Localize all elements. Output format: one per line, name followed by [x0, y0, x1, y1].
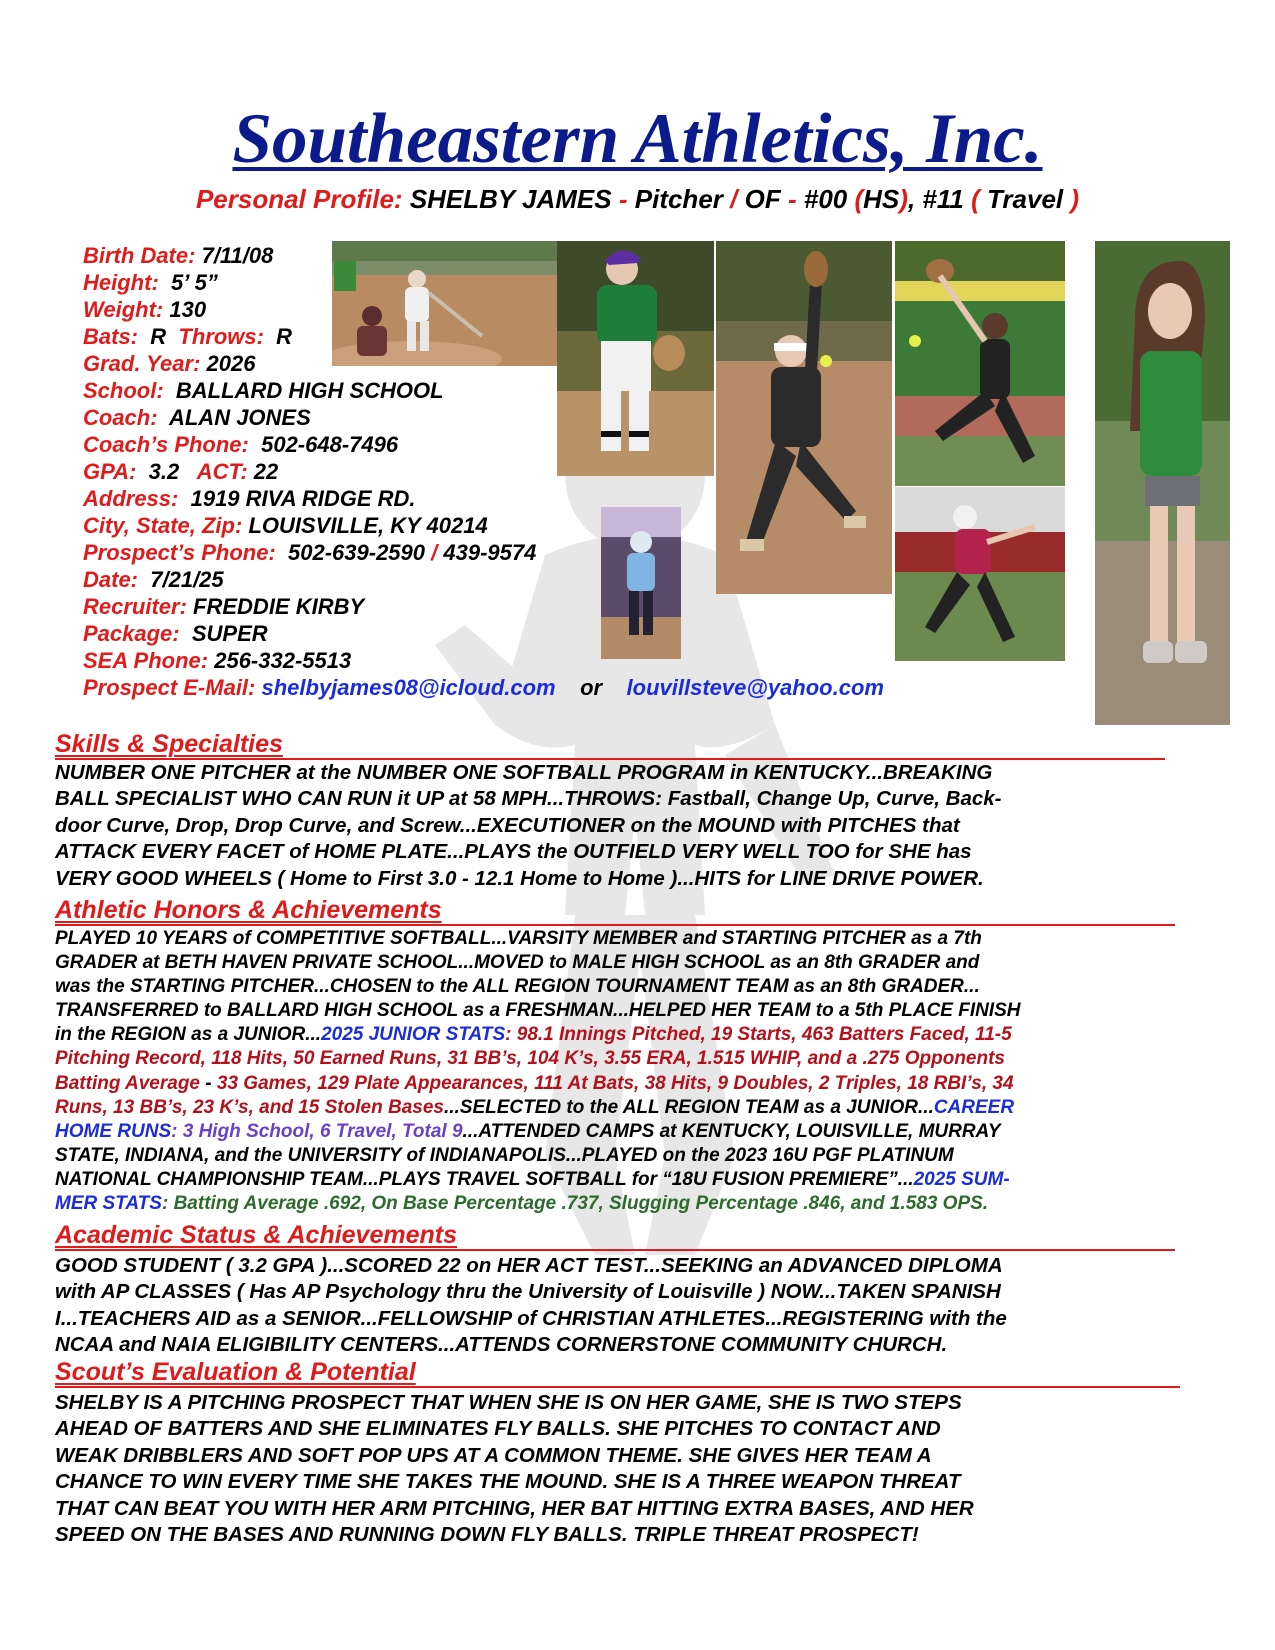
- athletic-text: PLAYED 10 YEARS of COMPETITIVE SOFTBALL...VARSITY MEMBER and STARTING PITCHER as a 7th GRADER at BETH HAVEN PRIVATE SCHOOL...MOVED to MALE HIGH SCHOOL as an 8th GRADER and was the STARTING PITCHER...CHOSEN to the ALL REGION TOURNAMENT TEAM as an 8th GRADER... TRANSFERRED to BALLARD HIGH SCHOOL as a FRESHMAN...HELPED HER TEAM to a 5th PLACE FINISH in the REGION as a JUNIOR...2025 JUNIOR STATS: 98.1 Innings Pitched, 19 Starts, 463 Batters Faced, 11-5 Pitching Record, 118 Hits, 50 Earned Runs, 31 BB’s, 104 K’s, 3.55 ERA, 1.515 WHIP, and a .275 Opponents Batting Average - 33 Games, 129 Plate Appearances, 111 At Bats, 38 Hits, 9 Doubles, 2 Triples, 18 RBI’s, 34 Runs, 13 BB’s, 23 K’s, and 15 Stolen Bases...SELECTED to the ALL REGION TEAM as a JUNIOR...CAREER HOME RUNS: 3 High School, 6 Travel, Total 9...ATTENDED CAMPS at KENTUCKY, LOUISVILLE, MURRAY STATE, INDIANA, and the UNIVERSITY of INDIANAPOLIS...PLAYED on the 2023 16U PGF PLATINUM NATIONAL CHAMPIONSHIP TEAM...PLAYS TRAVEL SOFTBALL for “18U FUSION PREMIERE”...2025 SUM- MER STATS: Batting Average .692, On Base Percentage .737, Slugging Percentage .846, and 1.583 OPS.: [55, 928, 1021, 1215]
- summer-stats-label: MER STATS: [55, 1193, 162, 1215]
- position-secondary: OF: [744, 184, 781, 214]
- company-title: Southeastern Athletics, Inc.: [232, 100, 1043, 178]
- birth-date-row: Birth Date: 7/11/08: [83, 243, 274, 268]
- prospect-phone-row: Prospect’s Phone: 502-639-2590 / 439-9574: [83, 540, 537, 565]
- subtitle-slash: /: [730, 184, 738, 214]
- coach-phone-row: Coach’s Phone: 502-648-7496: [83, 432, 399, 457]
- catcher-photo: [601, 507, 681, 659]
- gpa-act-row: GPA: 3.2 ACT: 22: [83, 459, 279, 484]
- hs-number: #00: [803, 184, 848, 214]
- subtitle-dash-2: -: [787, 184, 797, 214]
- height-row: Height: 5’ 5”: [83, 270, 218, 295]
- pitcher-stride-photo: [895, 241, 1065, 486]
- batting-photo: [332, 241, 557, 366]
- athlete-name: SHELBY JAMES: [409, 184, 612, 214]
- paren-close-2: ): [1070, 184, 1080, 214]
- scout-text: SHELBY IS A PITCHING PROSPECT THAT WHEN SHE IS ON HER GAME, SHE IS TWO STEPS AHEAD OF BATTERS AND SHE ELIMINATES FLY BALLS. SHE PITCHES TO CONTACT AND WEAK DRIBBLERS AND SOFT POP UPS AT A COMMON THEME. SHE GIVES HER TEAM A CHANCE TO WIN EVERY TIME SHE TAKES THE MOUND. SHE IS A THREE WEAPON THREAT THAT CAN BEAT YOU WITH HER ARM PITCHING, HER BAT HITTING EXTRA BASES, AND HER SPEED ON THE BASES AND RUNNING DOWN FLY BALLS. TRIPLE THREAT PROSPECT!: [55, 1391, 974, 1547]
- athletic-heading: Athletic Honors & Achievements: [55, 896, 442, 924]
- subtitle-dash: -: [618, 184, 628, 214]
- grad-year-row: Grad. Year: 2026: [83, 351, 256, 376]
- package-row: Package: SUPER: [83, 621, 268, 646]
- address-row: Address: 1919 RIVA RIDGE RD.: [83, 486, 416, 511]
- date-row: Date: 7/21/25: [83, 567, 224, 592]
- academic-heading: Academic Status & Achievements: [55, 1221, 458, 1249]
- scout-divider: [55, 1386, 1180, 1388]
- coach-row: Coach: ALAN JONES: [83, 405, 311, 430]
- paren-close: ): [899, 184, 908, 214]
- pitcher-black-uniform-photo: [716, 241, 892, 594]
- skills-heading: Skills & Specialties: [55, 730, 283, 758]
- junior-stats-label: 2025 JUNIOR STATS: [321, 1024, 506, 1046]
- pitcher-green-uniform-photo: [557, 241, 714, 476]
- skills-text: NUMBER ONE PITCHER at the NUMBER ONE SOFTBALL PROGRAM in KENTUCKY...BREAKING BALL SPECIALIST WHO CAN RUN it UP at 58 MPH...THROWS: Fastball, Change Up, Curve, Back- door Curve, Drop, Drop Curve, and Screw...EXECUTIONER on the MOUND with PITCHES that ATTACK EVERY FACET of HOME PLATE...PLAYS the OUTFIELD VERY WELL TOO for SHE has VERY GOOD WHEELS ( Home to First 3.0 - 12.1 Home to Home )...HITS for LINE DRIVE POWER.: [55, 761, 1002, 890]
- weight-row: Weight: 130: [83, 297, 207, 322]
- portrait-photo: [1095, 241, 1230, 725]
- school-row: School: BALLARD HIGH SCHOOL: [83, 378, 444, 403]
- email-primary-link[interactable]: shelbyjames08@icloud.com: [261, 675, 556, 700]
- paren-open-2: (: [971, 184, 980, 214]
- position-primary: Pitcher: [634, 184, 723, 214]
- email-row: Prospect E-Mail: shelbyjames08@icloud.com or louvillsteve@yahoo.com: [83, 675, 884, 700]
- career-hr-label: HOME RUNS: [55, 1120, 172, 1142]
- travel-number: , #11: [907, 184, 964, 214]
- scout-heading: Scout’s Evaluation & Potential: [55, 1358, 416, 1386]
- hs-label: HS: [863, 184, 900, 214]
- bats-throws-row: Bats: R Throws: R: [83, 324, 293, 349]
- academic-divider: [55, 1249, 1175, 1251]
- athletic-divider: [55, 924, 1175, 926]
- sea-phone-row: SEA Phone: 256-332-5513: [83, 648, 352, 673]
- city-state-zip-row: City, State, Zip: LOUISVILLE, KY 40214: [83, 513, 488, 538]
- paren-open: (: [854, 184, 864, 214]
- subtitle-label: Personal Profile:: [195, 184, 403, 214]
- academic-text: GOOD STUDENT ( 3.2 GPA )...SCORED 22 on HER ACT TEST...SEEKING an ADVANCED DIPLOMA with AP CLASSES ( Has AP Psychology thru the University of Louisville ) NOW...TAKEN SPANISH I...TEACHERS AID as a SENIOR...FELLOWSHIP of CHRISTIAN ATHLETES...REGISTERING with the NCAA and NAIA ELIGIBILITY CENTERS...ATTENDS CORNERSTONE COMMUNITY CHURCH.: [55, 1254, 1007, 1357]
- travel-label: Travel: [987, 184, 1064, 214]
- email-secondary-link[interactable]: louvillsteve@yahoo.com: [626, 675, 884, 700]
- recruiter-row: Recruiter: FREDDIE KIRBY: [83, 594, 365, 619]
- profile-subtitle: [0, 184, 1275, 215]
- pitcher-maroon-uniform-photo: [895, 487, 1065, 661]
